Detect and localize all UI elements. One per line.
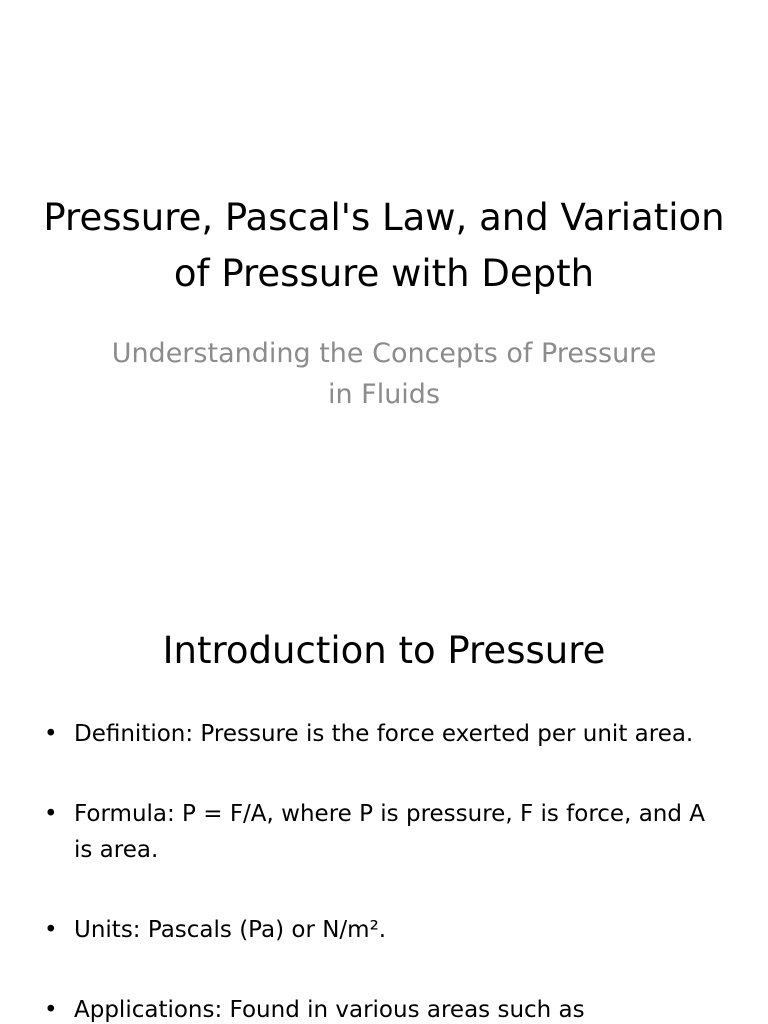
bullet-text: Applications: Found in various areas such as [74,997,585,1023]
bullet-item-units [44,912,724,948]
bullet-text: Definition: Pressure is the force exerted per unit area. [74,721,694,747]
bullet-marker: • [44,721,58,747]
content-slide-title: Introduction to Pressure [162,629,606,672]
slide-subtitle: Understanding the Concepts of Pressure in Fluids [111,338,657,410]
bullet-marker: • [44,917,58,943]
bullet-marker: • [44,801,58,827]
bullet-list [44,716,724,1024]
content-slide [0,576,768,1024]
bullet-item-applications [44,992,724,1024]
slide-title: Pressure, Pascal's Law, and Variation of Pressure with Depth [43,196,725,295]
bullet-item-formula [44,796,724,868]
bullet-text: Formula: P = F/A, where P is pressure, F is force, and A is area. [74,801,706,863]
bullet-marker: • [44,997,58,1023]
bullet-text: Units: Pascals (Pa) or N/m². [74,917,387,943]
bullet-item-definition [44,716,724,752]
